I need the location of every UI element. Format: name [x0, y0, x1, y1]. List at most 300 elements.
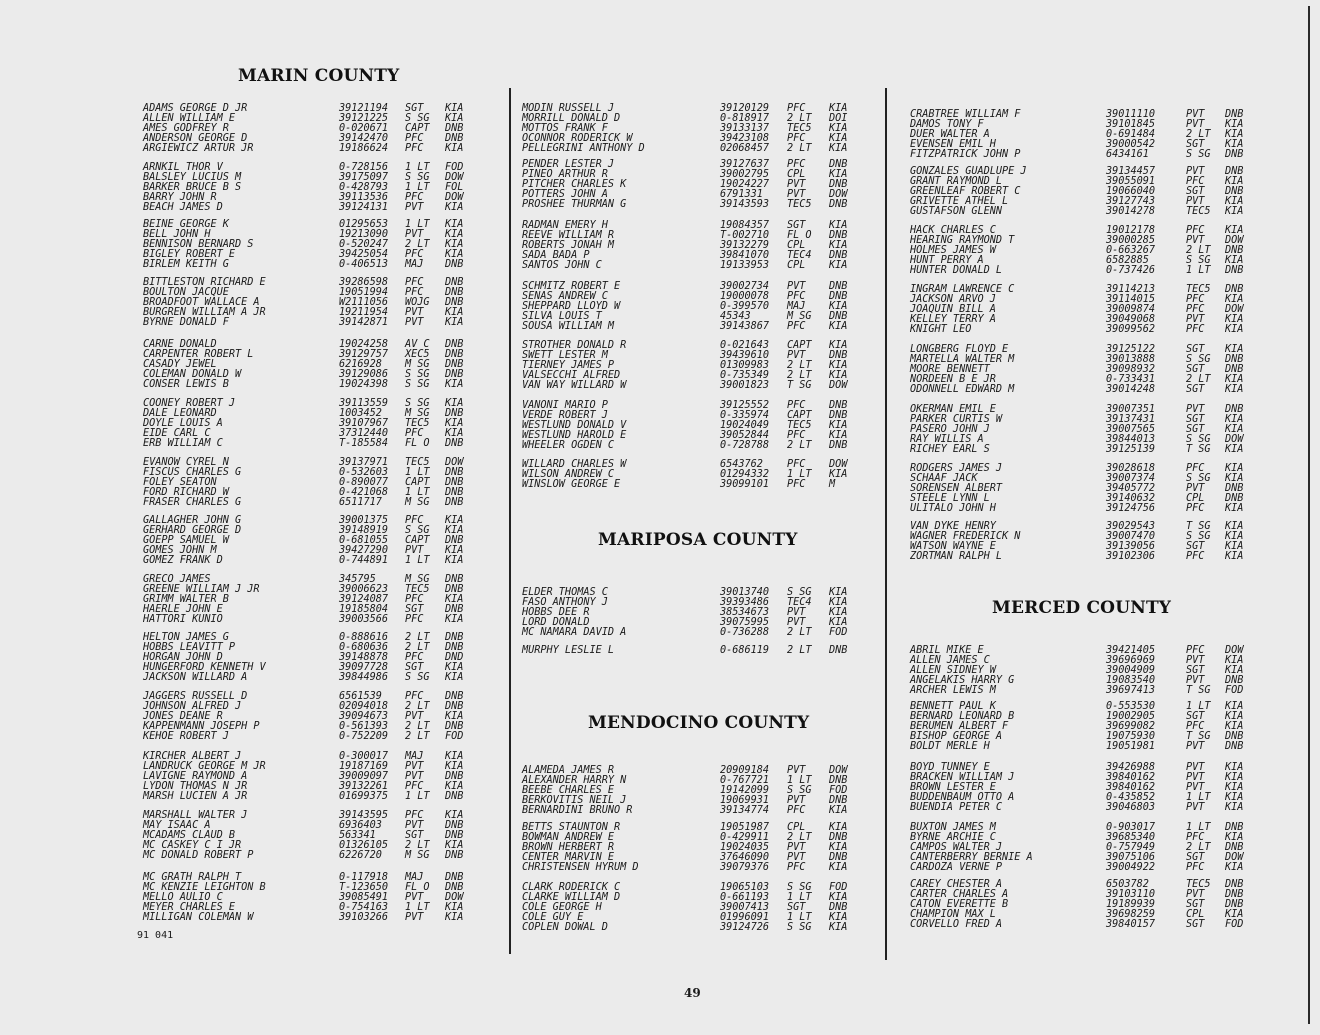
- entry-name: BEACH JAMES D: [143, 202, 223, 213]
- entry-name: JAGGERS RUSSELL D: [143, 691, 248, 702]
- entry-service-number: 0-686119: [720, 645, 770, 656]
- entry-grade: T SG: [1186, 444, 1211, 455]
- entry-name: GONZALES GUADLUPE J: [910, 166, 1027, 177]
- entry-service-number: 39014278: [1106, 206, 1156, 217]
- entry-status: KIA: [1225, 384, 1244, 395]
- entry-service-number: 02068457: [720, 143, 770, 154]
- entry-name: ADAMS GEORGE D JR: [143, 103, 248, 114]
- entry-grade: PFC: [405, 287, 424, 298]
- entry-name: MELLO AULIO C: [143, 892, 223, 903]
- entry-grade: PVT: [1186, 109, 1205, 120]
- entry-service-number: 39013740: [720, 587, 770, 598]
- entry-service-number: 39003566: [339, 614, 389, 625]
- entry-service-number: 38534673: [720, 607, 770, 618]
- entry-name: KEHOE ROBERT J: [143, 731, 229, 742]
- entry-status: DOW: [1225, 235, 1244, 246]
- entry-name: BUDDENBAUM OTTO A: [910, 792, 1015, 803]
- entry-grade: 2 LT: [787, 627, 812, 638]
- entry-name: JOAQUIN BILL A: [910, 304, 996, 315]
- entry-grade: PVT: [1186, 741, 1205, 752]
- entry-name: BOULTON JACQUE: [143, 287, 229, 298]
- entry-name: PINEO ARTHUR R: [522, 169, 608, 180]
- entry-grade: 2 LT: [405, 701, 430, 712]
- entry-service-number: 39000285: [1106, 235, 1156, 246]
- entry-name: HEARING RAYMOND T: [910, 235, 1015, 246]
- entry-name: ODONNELL EDWARD M: [910, 384, 1015, 395]
- entry-name: COONEY ROBERT J: [143, 398, 236, 409]
- entry-name: COLEMAN DONALD W: [143, 369, 242, 380]
- entry-status: DND: [445, 652, 464, 663]
- entry-status: M: [829, 479, 836, 490]
- entry-grade: PVT: [787, 842, 806, 853]
- entry-status: DNB: [1225, 889, 1244, 900]
- entry-name: LORD DONALD: [522, 617, 590, 628]
- entry-grade: PVT: [405, 912, 424, 923]
- entry-service-number: 0-406513: [339, 259, 389, 270]
- entry-name: HELTON JAMES G: [143, 632, 229, 643]
- entry-name: ALLEN JAMES C: [910, 655, 990, 666]
- entry-name: LONGBERG FLOYD E: [910, 344, 1009, 355]
- entry-grade: PFC: [787, 103, 806, 114]
- entry-status: KIA: [829, 842, 848, 853]
- entry-grade: SGT: [1186, 899, 1205, 910]
- entry-service-number: 39139056: [1106, 541, 1156, 552]
- entry-service-number: T-002710: [720, 230, 770, 241]
- entry-grade: PVT: [787, 189, 806, 200]
- entry-service-number: 6503782: [1106, 879, 1149, 890]
- entry-service-number: 19142099: [720, 785, 770, 796]
- entry-service-number: 39007565: [1106, 424, 1156, 435]
- entry-status: KIA: [829, 805, 848, 816]
- entry-status: DNB: [1225, 245, 1244, 256]
- entry-service-number: 39079376: [720, 862, 770, 873]
- entry-service-number: 0-335974: [720, 410, 770, 421]
- entry-status: KIA: [445, 711, 464, 722]
- entry-grade: PVT: [787, 281, 806, 292]
- entry-service-number: 39103110: [1106, 889, 1156, 900]
- entry-name: STROTHER DONALD R: [522, 340, 627, 351]
- entry-service-number: 39143867: [720, 321, 770, 332]
- entry-name: CONSER LEWIS B: [143, 379, 229, 390]
- entry-name: HOBBS LEAVITT P: [143, 642, 236, 653]
- entry-status: DNB: [445, 477, 464, 488]
- entry-service-number: 19024398: [339, 379, 389, 390]
- entry-name: KAPPENMANN JOSEPH P: [143, 721, 260, 732]
- entry-name: ARCHER LEWIS M: [910, 685, 996, 696]
- entry-service-number: 0-520247: [339, 239, 389, 250]
- entry-status: KIA: [1225, 424, 1244, 435]
- entry-status: KIA: [445, 202, 464, 213]
- entry-name: HAERLE JOHN E: [143, 604, 223, 615]
- entry-service-number: 0-757949: [1106, 842, 1156, 853]
- entry-status: DNB: [829, 250, 848, 261]
- entry-grade: S SG: [405, 398, 430, 409]
- entry-name: WHEELER OGDEN C: [522, 440, 615, 451]
- entry-service-number: 6791331: [720, 189, 763, 200]
- entry-grade: TEC5: [405, 457, 430, 468]
- entry-name: MC KENZIE LEIGHTON B: [143, 882, 266, 893]
- entry-service-number: 39121225: [339, 113, 389, 124]
- entry-grade: PFC: [787, 159, 806, 170]
- entry-service-number: 0-421068: [339, 487, 389, 498]
- entry-service-number: 39127743: [1106, 196, 1156, 207]
- entry-name: JACKSON WILLARD A: [143, 672, 248, 683]
- entry-service-number: 39007351: [1106, 404, 1156, 415]
- entry-name: BISHOP GEORGE A: [910, 731, 1003, 742]
- entry-status: KIA: [829, 617, 848, 628]
- entry-service-number: 01996091: [720, 912, 770, 923]
- entry-status: KIA: [1225, 655, 1244, 666]
- entry-grade: PVT: [787, 179, 806, 190]
- entry-grade: 2 LT: [787, 370, 812, 381]
- entry-service-number: 39134774: [720, 805, 770, 816]
- entry-status: KIA: [445, 398, 464, 409]
- entry-grade: T SG: [1186, 685, 1211, 696]
- entry-status: KIA: [829, 103, 848, 114]
- entry-status: DOW: [829, 765, 848, 776]
- entry-service-number: 39014248: [1106, 384, 1156, 395]
- entry-grade: MAJ: [405, 751, 424, 762]
- entry-name: VAN DYKE HENRY: [910, 521, 996, 532]
- entry-status: KIA: [1225, 206, 1244, 217]
- entry-name: BIGLEY ROBERT E: [143, 249, 236, 260]
- entry-grade: PVT: [1186, 782, 1205, 793]
- entry-status: KIA: [445, 781, 464, 792]
- entry-grade: TEC5: [787, 420, 812, 431]
- entry-name: BENNETT PAUL K: [910, 701, 996, 712]
- entry-status: KIA: [829, 240, 848, 251]
- entry-service-number: 39143593: [720, 199, 770, 210]
- entry-name: CANTERBERRY BERNIE A: [910, 852, 1033, 863]
- entry-name: ALLEN WILLIAM E: [143, 113, 236, 124]
- entry-status: DNB: [445, 791, 464, 802]
- entry-name: SOUSA WILLIAM M: [522, 321, 615, 332]
- entry-grade: PVT: [787, 765, 806, 776]
- entry-status: KIA: [829, 420, 848, 431]
- entry-service-number: 39099562: [1106, 324, 1156, 335]
- entry-grade: CPL: [787, 822, 806, 833]
- entry-status: DOW: [829, 189, 848, 200]
- entry-grade: T SG: [1186, 731, 1211, 742]
- entry-status: KIA: [1225, 463, 1244, 474]
- entry-name: GREENE WILLIAM J JR: [143, 584, 260, 595]
- entry-grade: PVT: [1186, 675, 1205, 686]
- entry-name: OKERMAN EMIL E: [910, 404, 996, 415]
- entry-grade: M SG: [405, 408, 430, 419]
- entry-name: TIERNEY JAMES P: [522, 360, 615, 371]
- entry-status: DNB: [445, 604, 464, 615]
- entry-status: KIA: [445, 317, 464, 328]
- entry-status: KIA: [445, 662, 464, 673]
- entry-grade: SGT: [1186, 424, 1205, 435]
- entry-service-number: 39007413: [720, 902, 770, 913]
- entry-name: HUNTER DONALD L: [910, 265, 1003, 276]
- page-edge-line: [1308, 6, 1310, 1024]
- entry-grade: SGT: [1186, 344, 1205, 355]
- entry-service-number: 563341: [339, 830, 376, 841]
- entry-name: BELL JOHN H: [143, 229, 211, 240]
- entry-grade: S SG: [405, 113, 430, 124]
- entry-service-number: 39114213: [1106, 284, 1156, 295]
- entry-service-number: 0-890077: [339, 477, 389, 488]
- entry-service-number: 39103266: [339, 912, 389, 923]
- entry-name: GOEPP SAMUEL W: [143, 535, 229, 546]
- entry-service-number: 39125552: [720, 400, 770, 411]
- entry-grade: PVT: [1186, 404, 1205, 415]
- entry-service-number: 39007374: [1106, 473, 1156, 484]
- entry-grade: S SG: [405, 525, 430, 536]
- entry-service-number: 19024035: [720, 842, 770, 853]
- entry-grade: CAPT: [405, 123, 430, 134]
- entry-service-number: 39175097: [339, 172, 389, 183]
- entry-name: GUSTAFSON GLENN: [910, 206, 1003, 217]
- entry-status: DNB: [829, 230, 848, 241]
- entry-name: PARKER CURTIS W: [910, 414, 1003, 425]
- entry-grade: SGT: [405, 662, 424, 673]
- entry-name: VERDE ROBERT J: [522, 410, 608, 421]
- entry-status: DNB: [1225, 493, 1244, 504]
- entry-name: GALLAGHER JOHN G: [143, 515, 242, 526]
- entry-service-number: 39134457: [1106, 166, 1156, 177]
- entry-name: BURGREN WILLIAM A JR: [143, 307, 266, 318]
- entry-status: KIA: [829, 430, 848, 441]
- entry-grade: PFC: [1186, 225, 1205, 236]
- entry-grade: PVT: [787, 852, 806, 863]
- entry-name: VAN WAY WILLARD W: [522, 380, 627, 391]
- entry-status: DOW: [829, 459, 848, 470]
- entry-name: MARSHALL WALTER J: [143, 810, 248, 821]
- entry-status: KIA: [1225, 196, 1244, 207]
- entry-service-number: 39841070: [720, 250, 770, 261]
- entry-name: EIDE CARL C: [143, 428, 211, 439]
- entry-name: DUER WALTER A: [910, 129, 990, 140]
- entry-service-number: 0-691484: [1106, 129, 1156, 140]
- entry-service-number: 0-888616: [339, 632, 389, 643]
- entry-name: KNIGHT LEO: [910, 324, 972, 335]
- entry-status: KIA: [1225, 711, 1244, 722]
- entry-name: HATTORI KUNIO: [143, 614, 223, 625]
- entry-status: KIA: [1225, 531, 1244, 542]
- entry-status: DNB: [1225, 265, 1244, 276]
- entry-status: KIA: [829, 340, 848, 351]
- entry-status: DNB: [445, 820, 464, 831]
- entry-status: DNB: [829, 645, 848, 656]
- entry-grade: PFC: [405, 133, 424, 144]
- entry-grade: PVT: [405, 307, 424, 318]
- entry-grade: SGT: [1186, 364, 1205, 375]
- entry-service-number: 39148878: [339, 652, 389, 663]
- entry-status: DNB: [445, 369, 464, 380]
- entry-grade: WOJG: [405, 297, 430, 308]
- entry-service-number: 39129757: [339, 349, 389, 360]
- entry-service-number: 0-681055: [339, 535, 389, 546]
- entry-status: KIA: [829, 220, 848, 231]
- entry-name: CORVELLO FRED A: [910, 919, 1003, 930]
- entry-status: KIA: [1225, 294, 1244, 305]
- entry-status: DNB: [445, 574, 464, 585]
- entry-grade: PFC: [405, 594, 424, 605]
- entry-service-number: 39697413: [1106, 685, 1156, 696]
- entry-service-number: 0-728156: [339, 162, 389, 173]
- entry-grade: PVT: [1186, 235, 1205, 246]
- entry-grade: PVT: [405, 317, 424, 328]
- entry-status: DNB: [829, 179, 848, 190]
- entry-grade: TEC5: [787, 123, 812, 134]
- entry-status: KIA: [829, 370, 848, 381]
- entry-service-number: 0-117918: [339, 872, 389, 883]
- entry-name: MURPHY LESLIE L: [522, 645, 615, 656]
- entry-name: BALSLEY LUCIUS M: [143, 172, 242, 183]
- entry-name: CLARK RODERICK C: [522, 882, 621, 893]
- entry-status: DNB: [445, 359, 464, 370]
- entry-status: KIA: [445, 379, 464, 390]
- entry-grade: 1 LT: [405, 791, 430, 802]
- entry-status: KIA: [1225, 782, 1244, 793]
- entry-service-number: 0-532603: [339, 467, 389, 478]
- entry-status: KIA: [445, 428, 464, 439]
- entry-service-number: 39124131: [339, 202, 389, 213]
- entry-service-number: 39696969: [1106, 655, 1156, 666]
- entry-status: DNB: [445, 467, 464, 478]
- entry-grade: 2 LT: [787, 440, 812, 451]
- entry-grade: PVT: [1186, 802, 1205, 813]
- entry-name: OCONNOR RODERICK W: [522, 133, 633, 144]
- entry-grade: PFC: [787, 321, 806, 332]
- entry-name: BEINE GEORGE K: [143, 219, 229, 230]
- entry-service-number: 0-661193: [720, 892, 770, 903]
- entry-status: DNB: [1225, 186, 1244, 197]
- entry-service-number: 39125139: [1106, 444, 1156, 455]
- entry-status: DNB: [445, 691, 464, 702]
- entry-service-number: 19069931: [720, 795, 770, 806]
- entry-grade: PFC: [405, 515, 424, 526]
- entry-grade: S SG: [405, 172, 430, 183]
- entry-name: ANDERSON GEORGE D: [143, 133, 248, 144]
- entry-status: KIA: [445, 810, 464, 821]
- entry-name: COLE GUY E: [522, 912, 584, 923]
- entry-name: NORDEEN B E JR: [910, 374, 996, 385]
- entry-service-number: 02094018: [339, 701, 389, 712]
- entry-grade: CPL: [1186, 909, 1205, 920]
- entry-service-number: 39127637: [720, 159, 770, 170]
- entry-grade: 1 LT: [1186, 701, 1211, 712]
- entry-service-number: 39132279: [720, 240, 770, 251]
- entry-grade: M SG: [405, 574, 430, 585]
- entry-service-number: 01294332: [720, 469, 770, 480]
- entry-status: DNB: [445, 123, 464, 134]
- entry-grade: 1 LT: [787, 469, 812, 480]
- entry-name: ALAMEDA JAMES R: [522, 765, 615, 776]
- entry-grade: 1 LT: [405, 219, 430, 230]
- entry-service-number: 39001823: [720, 380, 770, 391]
- entry-status: DNB: [445, 297, 464, 308]
- entry-service-number: 39140632: [1106, 493, 1156, 504]
- entry-name: RICHEY EARL S: [910, 444, 990, 455]
- entry-grade: PVT: [405, 545, 424, 556]
- entry-grade: 1 LT: [405, 162, 430, 173]
- entry-service-number: 39124726: [720, 922, 770, 933]
- entry-service-number: 39129086: [339, 369, 389, 380]
- entry-status: DNB: [445, 701, 464, 712]
- entry-name: BROWN HERBERT R: [522, 842, 615, 853]
- entry-status: FOD: [445, 162, 464, 173]
- entry-status: DNB: [1225, 842, 1244, 853]
- entry-service-number: 39049068: [1106, 314, 1156, 325]
- entry-name: ROBERTS JONAH M: [522, 240, 615, 251]
- entry-grade: TEC5: [1186, 284, 1211, 295]
- entry-service-number: 39097728: [339, 662, 389, 673]
- entry-service-number: 39840162: [1106, 782, 1156, 793]
- entry-name: EVANOW CYREL N: [143, 457, 229, 468]
- entry-status: KIA: [829, 301, 848, 312]
- entry-name: ABRIL MIKE E: [910, 645, 984, 656]
- entry-name: STEELE LYNN L: [910, 493, 990, 504]
- entry-service-number: 39000542: [1106, 139, 1156, 150]
- entry-grade: PVT: [1186, 196, 1205, 207]
- entry-service-number: 0-021643: [720, 340, 770, 351]
- entry-service-number: 19051987: [720, 822, 770, 833]
- entry-name: MC DONALD ROBERT P: [143, 850, 254, 861]
- entry-service-number: 39421405: [1106, 645, 1156, 656]
- entry-name: PELLEGRINI ANTHONY D: [522, 143, 645, 154]
- entry-service-number: 6582885: [1106, 255, 1149, 266]
- entry-name: ERB WILLIAM C: [143, 438, 223, 449]
- entry-service-number: 19051994: [339, 287, 389, 298]
- entry-name: ARGIEWICZ ARTUR JR: [143, 143, 254, 154]
- entry-status: DOW: [1225, 304, 1244, 315]
- entry-name: HUNGERFORD KENNETH V: [143, 662, 266, 673]
- entry-status: KIA: [1225, 792, 1244, 803]
- entry-name: ZORTMAN RALPH L: [910, 551, 1003, 562]
- entry-name: MC GRATH RALPH T: [143, 872, 242, 883]
- entry-service-number: 39028618: [1106, 463, 1156, 474]
- entry-status: KIA: [1225, 909, 1244, 920]
- entry-name: FORD RICHARD W: [143, 487, 229, 498]
- entry-status: DNB: [445, 287, 464, 298]
- entry-grade: TEC5: [1186, 206, 1211, 217]
- entry-grade: CPL: [787, 169, 806, 180]
- entry-name: ULITALO JOHN H: [910, 503, 996, 514]
- entry-grade: TEC5: [787, 199, 812, 210]
- entry-grade: 2 LT: [787, 113, 812, 124]
- entry-name: WESTLUND DONALD V: [522, 420, 627, 431]
- entry-status: DNB: [829, 199, 848, 210]
- entry-status: KIA: [1225, 665, 1244, 676]
- entry-name: CAREY CHESTER A: [910, 879, 1003, 890]
- entry-name: WINSLOW GEORGE E: [522, 479, 621, 490]
- entry-grade: PVT: [405, 711, 424, 722]
- entry-service-number: 0-754163: [339, 902, 389, 913]
- entry-status: DNB: [829, 159, 848, 170]
- entry-service-number: 0-680636: [339, 642, 389, 653]
- entry-grade: PFC: [787, 805, 806, 816]
- entry-status: KIA: [829, 123, 848, 134]
- entry-grade: 2 LT: [787, 832, 812, 843]
- entry-status: DNB: [829, 775, 848, 786]
- entry-service-number: 39085491: [339, 892, 389, 903]
- entry-name: CHRISTENSEN HYRUM D: [522, 862, 639, 873]
- entry-service-number: 0-663267: [1106, 245, 1156, 256]
- entry-status: KIA: [1225, 176, 1244, 187]
- entry-status: KIA: [1225, 139, 1244, 150]
- entry-service-number: 39113536: [339, 192, 389, 203]
- entry-status: DNB: [829, 311, 848, 322]
- entry-name: JOHNSON ALFRED J: [143, 701, 242, 712]
- entry-status: KIA: [445, 545, 464, 556]
- entry-grade: 1 LT: [1186, 265, 1211, 276]
- entry-name: REEVE WILLIAM R: [522, 230, 615, 241]
- entry-name: MARTELLA WALTER M: [910, 354, 1015, 365]
